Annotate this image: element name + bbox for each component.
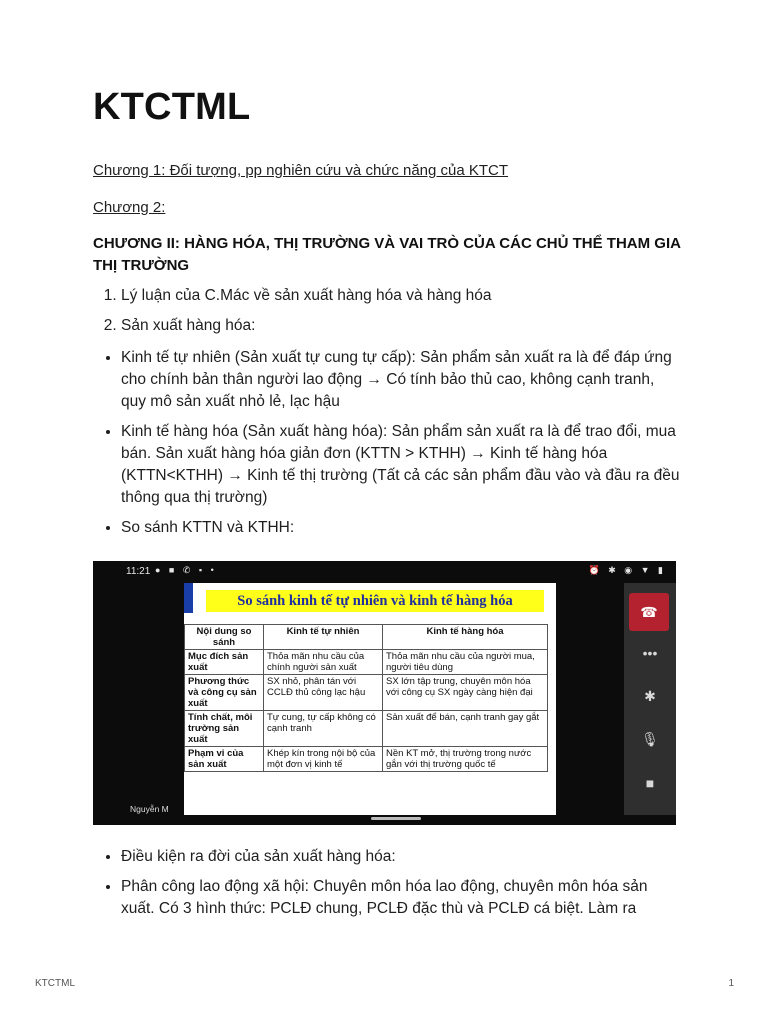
table-header: Kinh tế hàng hóa <box>383 625 548 650</box>
table-cell: Thỏa mãn nhu cầu của chính người sản xuất <box>264 650 383 675</box>
list-item: 2. Sản xuất hàng hóa: <box>121 315 683 337</box>
slide-title: So sánh kinh tế tự nhiên và kinh tế hàng hóa <box>206 590 544 612</box>
page-title: KTCTML <box>93 86 251 128</box>
table-cell: Phạm vi của sản xuất <box>185 747 264 772</box>
list-item: 1. Lý luận của C.Mác về sản xuất hàng hóa và hàng hóa <box>121 285 683 307</box>
comparison-table <box>184 624 548 772</box>
more-options-icon[interactable]: ••• <box>642 645 658 661</box>
end-call-icon[interactable]: ☎ <box>629 593 669 631</box>
footer-title: KTCTML <box>35 978 75 989</box>
phone-status-bar <box>93 561 676 583</box>
caller-name: Nguyễn M <box>130 804 169 814</box>
system-status-icons: ⏰ ✱ ◉ ▼ ▮ <box>588 565 666 575</box>
table-header: Kinh tế tự nhiên <box>264 625 383 650</box>
table-cell: Mục đích sản xuất <box>185 650 264 675</box>
chapter-1-link[interactable]: Chương 1: Đối tượng, pp nghiên cứu và chức năng của KTCT <box>93 162 509 179</box>
mic-off-icon[interactable]: 🎙 <box>641 731 659 747</box>
table-cell: Khép kín trong nội bộ của một đơn vị kinh tế <box>264 747 383 772</box>
list-item: • Phân công lao động xã hội: Chuyên môn hóa lao động, chuyên môn hóa sản xuất. Có 3 hình thức: PCLĐ chung, PCLĐ đặc thù và PCLĐ cá biệt. Làm ra <box>121 876 683 920</box>
table-cell: Tính chất, môi trường sản xuất <box>185 711 264 747</box>
table-cell: SX nhỏ, phân tán với CCLĐ thủ công lạc hậu <box>264 675 383 711</box>
embedded-screenshot <box>93 561 676 825</box>
table-header: Nội dung so sánh <box>185 625 264 650</box>
table-header-row <box>185 625 548 650</box>
table-cell: Phương thức và công cụ sản xuất <box>185 675 264 711</box>
table-row <box>185 747 548 772</box>
page-number: 1 <box>728 978 734 989</box>
table-row <box>185 675 548 711</box>
slide-accent <box>184 583 193 613</box>
numbered-list <box>93 285 683 345</box>
call-controls <box>624 583 676 815</box>
bullet-list-bottom <box>93 846 683 928</box>
video-camera-icon[interactable]: ■ <box>645 775 655 791</box>
table-cell: Tự cung, tự cấp không có cạnh tranh <box>264 711 383 747</box>
list-item: • Kinh tế tự nhiên (Sản xuất tự cung tự cấp): Sản phẩm sản xuất ra là để đáp ứng cho chính bản thân người lao động → Có tính bảo thủ cao, không cạnh tranh, quy mô sản xuất nhỏ lẻ, lạc hậu <box>121 347 683 413</box>
notification-icons: ● ■ ✆ ▪ • <box>155 565 217 575</box>
table-cell: SX lớn tập trung, chuyên môn hóa với công cụ SX ngày càng hiện đại <box>383 675 548 711</box>
list-item: • Kinh tế hàng hóa (Sản xuất hàng hóa): Sản phẩm sản xuất ra là để trao đổi, mua bán. Sản xuất hàng hóa giản đơn (KTTN > KTHH) → Kinh tế hàng hóa (KTTN<KTHH) → Kinh tế thị trường (Tất cả các sản phẩm đầu vào và đầu ra đều thông qua thị trường) <box>121 421 683 509</box>
table-row <box>185 711 548 747</box>
chapter-2-link[interactable]: Chương 2: <box>93 199 166 216</box>
status-time: 11:21 <box>126 566 151 577</box>
bluetooth-icon[interactable]: ✱ <box>644 688 656 704</box>
table-row <box>185 650 548 675</box>
chapter-heading: CHƯƠNG II: HÀNG HÓA, THỊ TRƯỜNG VÀ VAI TRÒ CỦA CÁC CHỦ THỂ THAM GIA THỊ TRƯỜNG <box>93 235 681 274</box>
presentation-slide <box>184 583 556 815</box>
list-item: • So sánh KTTN và KTHH: <box>121 517 683 539</box>
home-indicator <box>371 817 421 820</box>
bullet-list-top <box>93 347 683 547</box>
table-cell: Sản xuất để bán, cạnh tranh gay gắt <box>383 711 548 747</box>
table-cell: Thỏa mãn nhu cầu của người mua, người tiêu dùng <box>383 650 548 675</box>
table-cell: Nền KT mở, thị trường trong nước gắn với thị trường quốc tế <box>383 747 548 772</box>
list-item: • Điều kiện ra đời của sản xuất hàng hóa: <box>121 846 683 868</box>
